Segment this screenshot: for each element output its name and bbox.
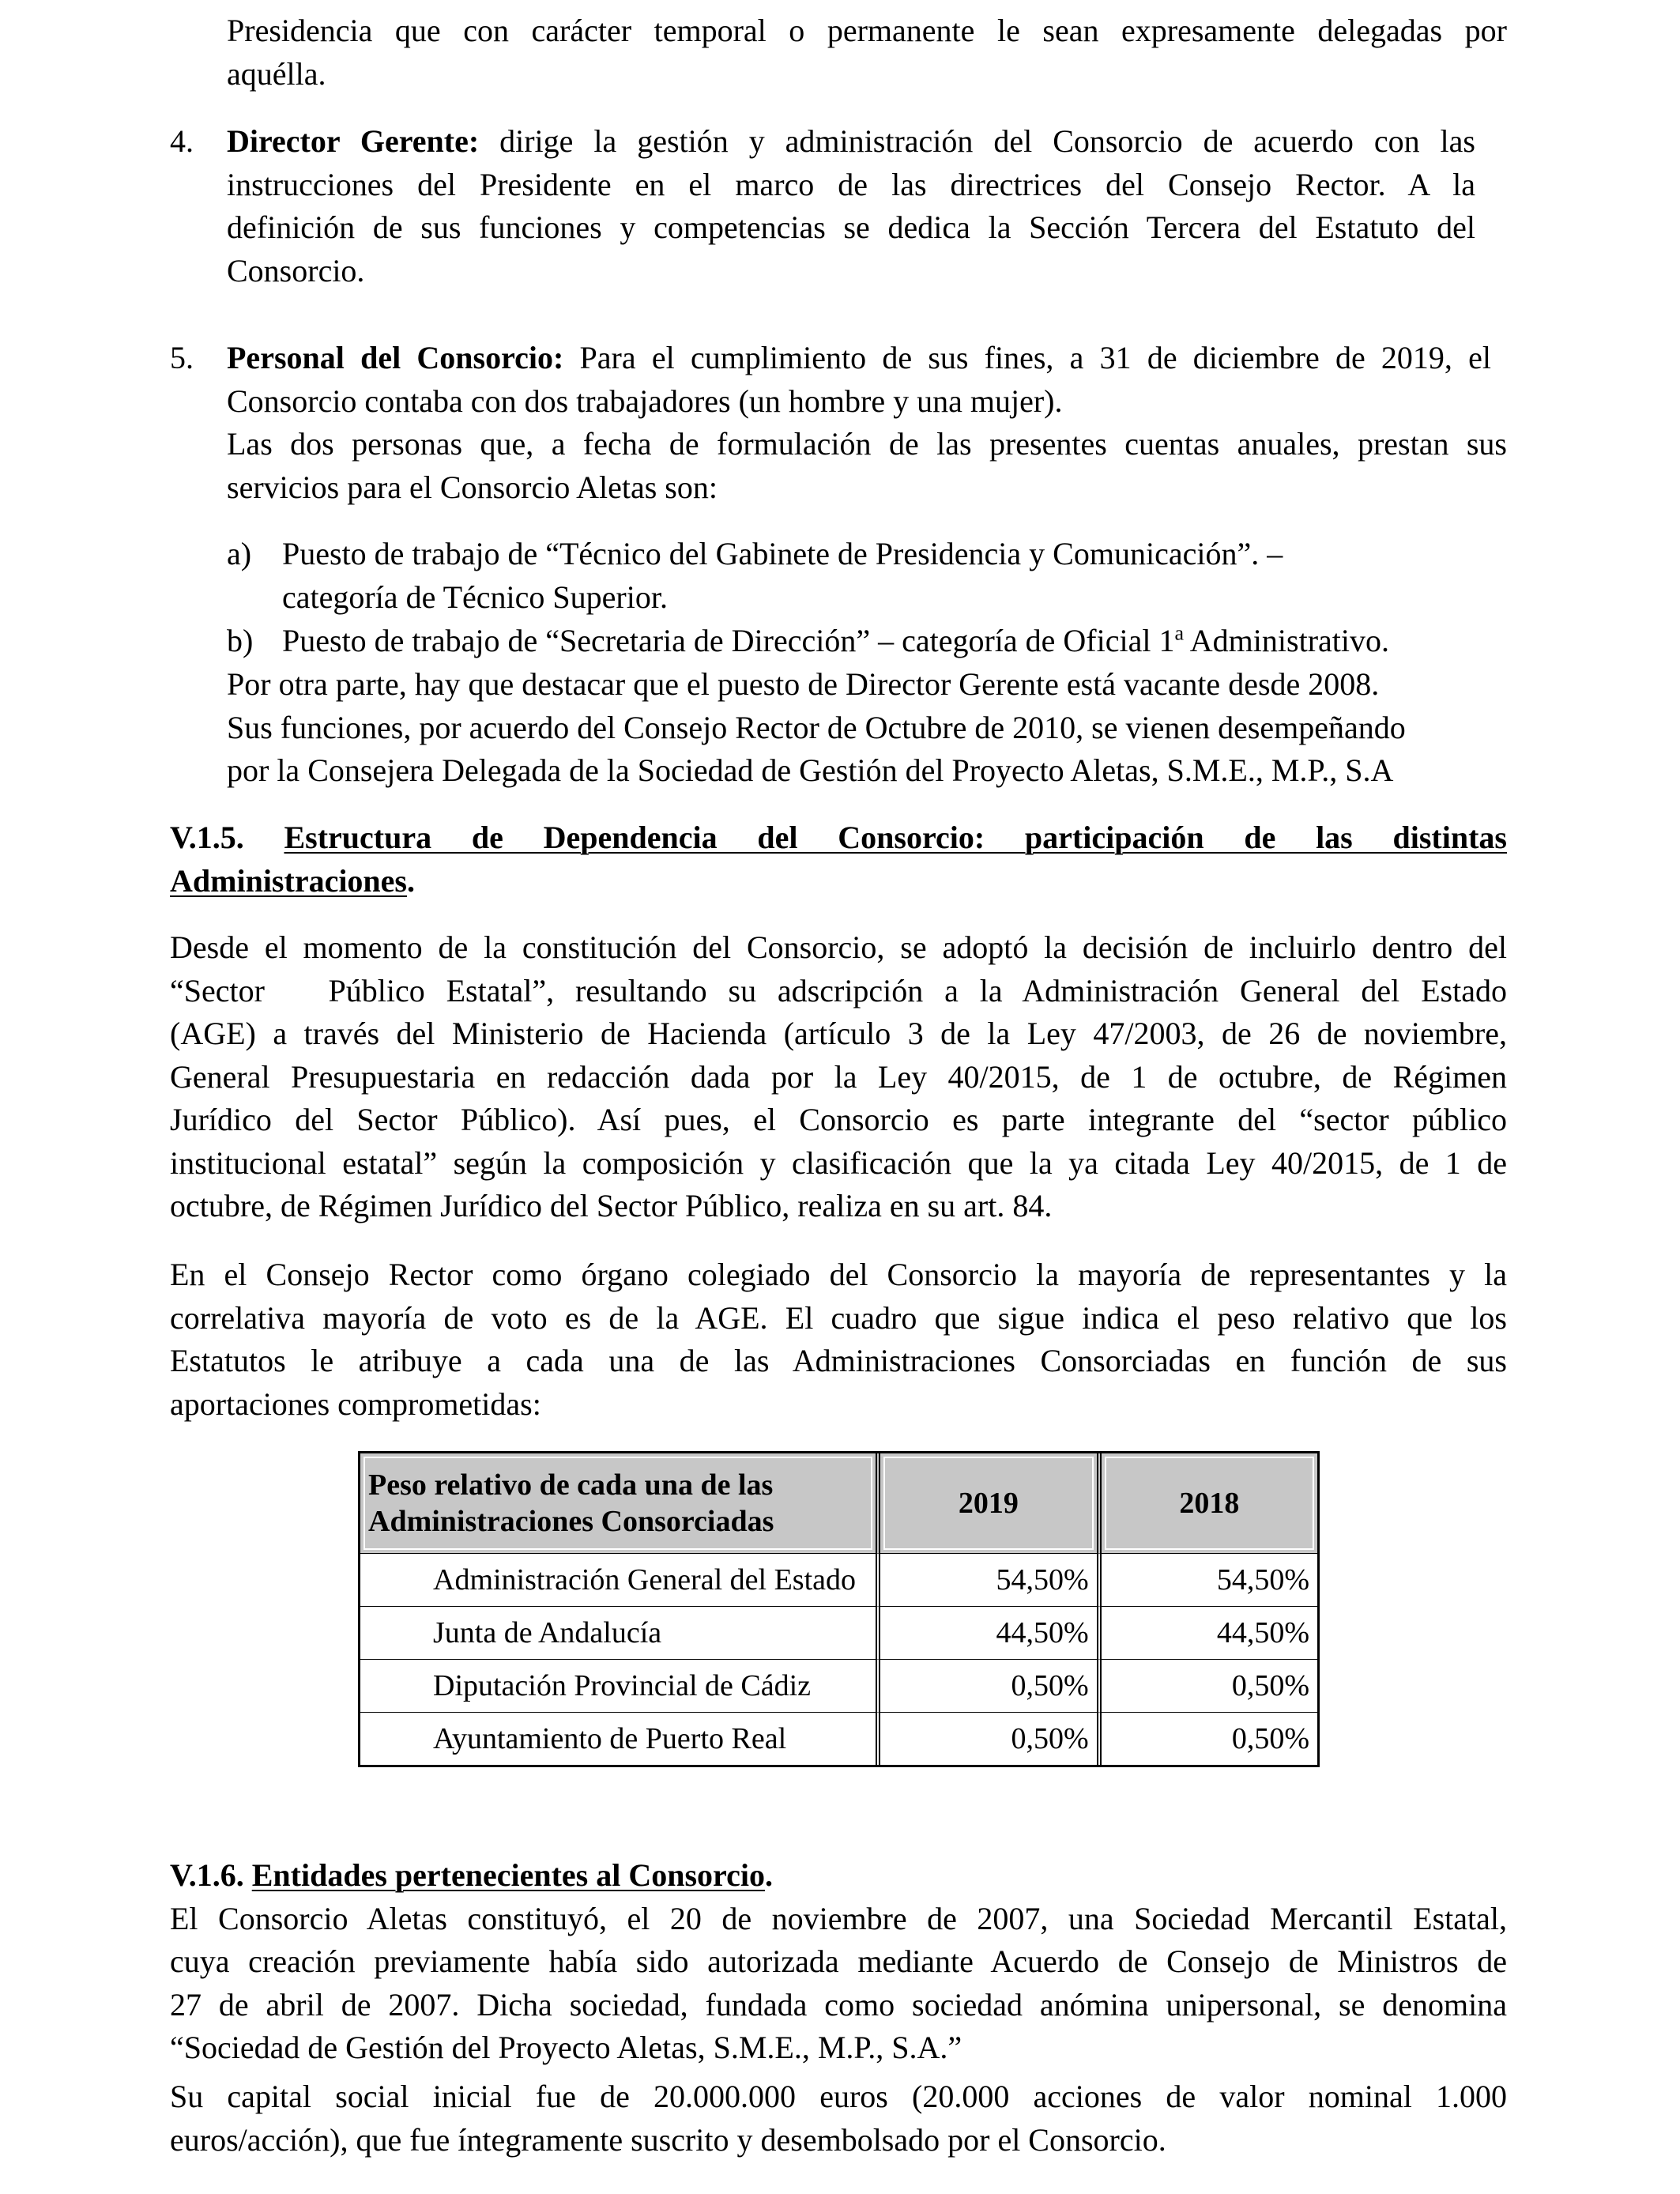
text-line: definición de sus funciones y competencias se dedica la Sección Tercera del Estatuto del	[227, 209, 1475, 245]
text-line: Puesto de trabajo de “Técnico del Gabinete de Presidencia y Comunicación”. –	[282, 536, 1283, 571]
section-title: Entidades pertenecientes al Consorcio	[251, 1857, 765, 1893]
row-name: Diputación Provincial de Cádiz	[360, 1660, 880, 1713]
text-line: octubre, de Régimen Jurídico del Sector Público, realiza en su art. 84.	[170, 1188, 1053, 1223]
row-value-2019: 0,50%	[880, 1713, 1102, 1765]
superscript: a	[1174, 621, 1184, 645]
section-number: V.1.5.	[170, 820, 244, 855]
section-title: Estructura de Dependencia del Consorcio: participación de las distintas	[284, 820, 1507, 855]
paragraph-capital	[170, 2075, 1507, 2162]
text-line: 27 de abril de 2007. Dicha sociedad, fundada como sociedad anómina unipersonal, se denomina	[170, 1986, 1507, 2022]
table-row	[360, 1607, 1317, 1660]
item-director-gerente	[227, 120, 1475, 292]
table-row	[360, 1713, 1317, 1765]
peso-relativo-table	[358, 1451, 1320, 1767]
text-line: En el Consejo Rector como órgano colegiado del Consorcio la mayoría de representantes y la	[170, 1257, 1507, 1292]
text-line	[227, 120, 1475, 164]
text-line: Jurídico del Sector Público). Así pues, el Consorcio es parte integrante del “sector público	[170, 1102, 1507, 1137]
text-line: por la Consejera Delegada de la Sociedad de Gestión del Proyecto Aletas, S.M.E., M.P., S.A	[227, 752, 1394, 788]
item-number: 5.	[170, 340, 194, 375]
section-number: V.1.6.	[170, 1857, 244, 1893]
text-line: “Sociedad de Gestión del Proyecto Aletas, S.M.E., M.P., S.A.”	[170, 2030, 962, 2065]
row-value-2018: 54,50%	[1102, 1554, 1317, 1607]
table-header-label	[360, 1453, 880, 1554]
text-run: dirige la gestión y administración del Consorcio de acuerdo con las	[479, 123, 1475, 159]
row-value-2018: 0,50%	[1102, 1660, 1317, 1713]
row-value-2019: 0,50%	[880, 1660, 1102, 1713]
text-line: aquélla.	[227, 55, 326, 92]
text-line	[227, 337, 1491, 380]
text-line: Su capital social inicial fue de 20.000.000 euros (20.000 acciones de valor nominal 1.000	[170, 2079, 1507, 2114]
item-term: Director Gerente:	[227, 123, 480, 159]
paragraph-ambito	[170, 926, 1507, 1228]
text-line: Consorcio.	[227, 252, 365, 288]
text-line	[282, 620, 1507, 663]
sub-item-label: b)	[227, 623, 254, 658]
row-value-2019: 44,50%	[880, 1607, 1102, 1660]
text-line: Estatutos le atribuye a cada una de las Administraciones Consorciadas en función de sus	[170, 1343, 1507, 1378]
text-line: Por otra parte, hay que destacar que el puesto de Director Gerente está vacante desde 2008.	[227, 666, 1380, 702]
text-line: Presidencia que con carácter temporal o permanente le sean expresamente delegadas por	[227, 13, 1507, 48]
text-line: General Presupuestaria en redacción dada por la Ley 40/2015, de 1 de octubre, de Régimen	[170, 1058, 1507, 1095]
text-line: Desde el momento de la constitución del Consorcio, se adoptó la decisión de incluirlo dentro del	[170, 929, 1507, 965]
text-line: Consorcio contaba con dos trabajadores (un hombre y una mujer).	[227, 383, 1063, 419]
text-line: correlativa mayoría de voto es de la AGE. El cuadro que sigue indica el peso relativo que los	[170, 1299, 1507, 1336]
row-name: Administración General del Estado	[360, 1554, 880, 1607]
text-line: institucional estatal” según la composición y clasificación que la ya citada Ley 40/2015, de 1 de	[170, 1144, 1507, 1181]
section-heading-v115	[170, 816, 1507, 903]
text-run: Administrativo.	[1184, 623, 1389, 658]
text-line: El Consorcio Aletas constituyó, el 20 de noviembre de 2007, una Sociedad Mercantil Estatal,	[170, 1900, 1507, 1936]
text-run: Puesto de trabajo de “Secretaria de Dirección” – categoría de Oficial 1	[282, 623, 1175, 658]
table-row	[360, 1660, 1317, 1713]
table-header-2018: 2018	[1102, 1453, 1317, 1554]
header-line: Peso relativo de cada una de las	[368, 1468, 774, 1502]
text-line: (AGE) a través del Ministerio de Hacienda (artículo 3 de la Ley 47/2003, de 26 de noviembre,	[170, 1016, 1507, 1051]
sub-item-label: a)	[227, 536, 252, 571]
table-header-row	[360, 1453, 1317, 1554]
row-name: Junta de Andalucía	[360, 1607, 880, 1660]
text-line: “Sector Público Estatal”, resultando su adscripción a la Administración General del Estado	[170, 972, 1507, 1008]
item-after-paragraph	[227, 663, 1507, 793]
text-line: aportaciones comprometidas:	[170, 1385, 541, 1422]
item-number: 4.	[170, 123, 194, 159]
table-header-2019: 2019	[880, 1453, 1102, 1554]
text-line: Las dos personas que, a fecha de formulación de las presentes cuentas anuales, prestan sus	[227, 426, 1507, 462]
header-line: Administraciones Consorciadas	[368, 1505, 774, 1538]
row-value-2019: 54,50%	[880, 1554, 1102, 1607]
sub-item-b	[282, 620, 1507, 663]
text-line: Sus funciones, por acuerdo del Consejo Rector de Octubre de 2010, se vienen desempeñando	[227, 709, 1406, 745]
continuation-paragraph	[227, 9, 1507, 96]
paragraph-consejo	[170, 1253, 1507, 1426]
text-line: instrucciones del Presidente en el marco de las directrices del Consejo Rector. A la	[227, 166, 1475, 202]
table-row	[360, 1554, 1317, 1607]
text-line: categoría de Técnico Superior.	[282, 579, 668, 615]
text-line: servicios para el Consorcio Aletas son:	[227, 469, 718, 505]
section-heading-v116	[170, 1854, 1507, 1898]
section-title: Administraciones	[170, 862, 407, 899]
heading-line	[170, 860, 1507, 903]
heading-punct: .	[407, 862, 415, 899]
item-term: Personal del Consorcio:	[227, 340, 564, 375]
text-run: Para el cumplimiento de sus fines, a 31 de diciembre de 2019, el	[563, 340, 1491, 375]
row-value-2018: 44,50%	[1102, 1607, 1317, 1660]
row-value-2018: 0,50%	[1231, 1722, 1309, 1755]
item-personal-consorcio	[227, 337, 1507, 509]
heading-punct: .	[764, 1857, 773, 1893]
row-name: Ayuntamiento de Puerto Real	[360, 1713, 880, 1765]
text-line: cuya creación previamente había sido autorizada mediante Acuerdo de Consejo de Ministros de	[170, 1943, 1507, 1979]
heading-line	[170, 816, 1507, 860]
section-v116	[170, 1854, 1507, 2070]
sub-item-a	[282, 533, 1467, 619]
text-line: euros/acción), que fue íntegramente suscrito y desembolsado por el Consorcio.	[170, 2121, 1166, 2158]
